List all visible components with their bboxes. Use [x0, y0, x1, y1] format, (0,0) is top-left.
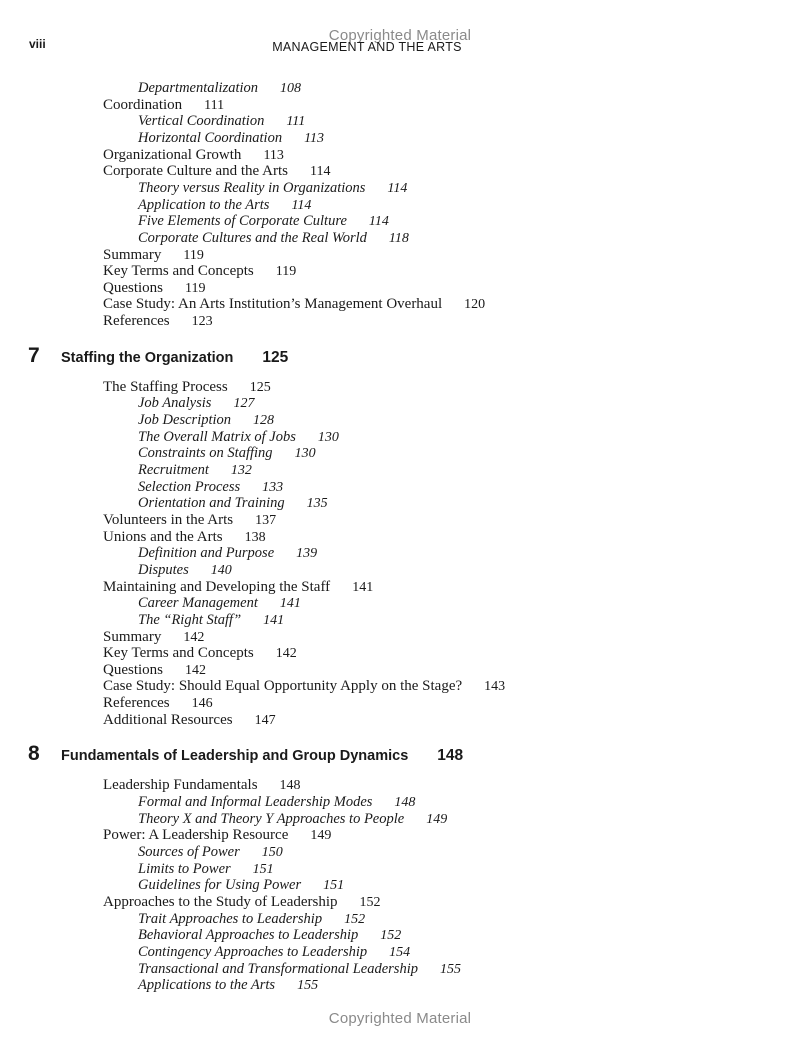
toc-entry-page: 152 [359, 894, 381, 910]
toc-entry [103, 695, 213, 712]
toc-entry-title: Departmentalization [138, 80, 259, 96]
toc-entry-title: Summary [103, 628, 162, 645]
toc-entry-page: 119 [185, 280, 206, 296]
toc-entry-page: 147 [254, 712, 276, 728]
toc-entry-title: Theory versus Reality in Organizations [138, 179, 366, 196]
toc-entry-title: Theory X and Theory Y Approaches to People [138, 810, 405, 827]
toc-entry-title: Case Study: Should Equal Opportunity Apply on the Stage? [103, 678, 463, 695]
toc-entry-page: 141 [352, 579, 374, 595]
toc-entry-page: 119 [275, 264, 297, 280]
toc-entry-page: 154 [389, 944, 411, 960]
toc-subentry [138, 429, 339, 446]
toc-entry-title: Career Management [138, 595, 258, 612]
toc-entry-title: Sources of Power [138, 844, 240, 860]
toc-subentry [138, 462, 252, 479]
toc-entry-title: Job Description [138, 412, 232, 429]
toc-entry-title: Applications to the Arts [138, 977, 276, 994]
toc-entry [103, 247, 204, 264]
toc-entry-page: 114 [291, 197, 312, 213]
toc-entry-page: 149 [310, 828, 332, 844]
toc-subentry [138, 495, 328, 512]
toc-entry-title: Unions and the Arts [103, 528, 223, 545]
toc-subentry [138, 395, 254, 412]
toc-entry-page: 127 [233, 396, 255, 412]
chapter-page: 125 [262, 348, 289, 366]
toc-entry-title: Selection Process [138, 478, 241, 495]
toc-entry-title: Leadership Fundamentals [103, 777, 258, 794]
chapter-title-text: Fundamentals of Leadership and Group Dynamics [61, 748, 409, 765]
toc-entry-page: 155 [439, 961, 461, 977]
toc-entry [103, 313, 213, 330]
toc-subentry [138, 213, 389, 230]
toc-entry-page: 146 [191, 696, 213, 712]
toc-entry-page: 148 [279, 778, 301, 794]
toc-entry-title: Questions [103, 279, 163, 296]
toc-entry-page: 113 [304, 130, 325, 146]
toc-entry-title: Horizontal Coordination [138, 129, 283, 146]
toc-entry [103, 379, 271, 396]
running-head: MANAGEMENT AND THE ARTS [272, 40, 462, 54]
toc-entry [103, 678, 505, 695]
toc-entry [103, 645, 297, 662]
toc-entry-title: Contingency Approaches to Leadership [138, 943, 368, 960]
toc-entry [103, 894, 381, 911]
toc-entry-page: 141 [263, 612, 285, 628]
toc-entry [103, 147, 284, 164]
toc-entry-title: Guidelines for Using Power [138, 877, 302, 894]
toc-entry-page: 113 [263, 147, 284, 163]
toc-entry-page: 130 [317, 429, 339, 445]
toc-entry-title: Power: A Leadership Resource [103, 827, 289, 844]
toc-entry [103, 263, 296, 280]
toc-entry [103, 629, 204, 646]
toc-entry-title: Limits to Power [138, 860, 231, 877]
toc-entry-title: Key Terms and Concepts [103, 645, 254, 662]
toc-entry-title: Corporate Cultures and the Real World [138, 229, 367, 246]
toc-entry-page: 133 [262, 479, 284, 495]
toc-entry [103, 579, 373, 596]
toc-entry-title: Case Study: An Arts Institution’s Management Overhaul [103, 296, 443, 313]
toc-entry-page: 111 [204, 97, 225, 113]
chapter-number: 8 [28, 742, 40, 766]
toc-entry-page: 119 [183, 247, 204, 263]
toc-entry-page: 142 [183, 629, 205, 645]
toc-entry-page: 151 [252, 861, 274, 877]
toc-entry-title: Additional Resources [103, 711, 233, 728]
toc-entry-title: Transactional and Transformational Leadership [138, 960, 418, 977]
chapter-title [61, 747, 463, 765]
toc-entry [103, 97, 224, 114]
toc-entry-page: 150 [261, 845, 283, 860]
toc-entry-page: 114 [309, 164, 331, 180]
toc-entry-title: The Overall Matrix of Jobs [138, 428, 296, 445]
toc-entry-title: The Staffing Process [103, 378, 228, 395]
toc-entry [103, 827, 331, 844]
toc-entry-title: References [103, 313, 170, 330]
toc-entry [103, 163, 330, 180]
toc-entry-title: Job Analysis [138, 395, 212, 412]
toc-entry-title: Organizational Growth [103, 146, 242, 163]
toc-subentry [138, 445, 316, 462]
toc-entry-page: 142 [275, 646, 297, 662]
toc-subentry [138, 794, 415, 811]
toc-subentry [138, 861, 274, 878]
toc-subentry [138, 479, 283, 496]
toc-entry [103, 529, 266, 546]
toc-entry-title: Orientation and Training [138, 495, 285, 512]
toc-entry-page: 149 [426, 811, 448, 827]
toc-entry-page: 152 [380, 928, 402, 944]
toc-entry-title: Key Terms and Concepts [103, 263, 254, 280]
page-folio: viii [29, 37, 46, 51]
toc-entry-title: Disputes [138, 561, 189, 578]
toc-subentry [138, 180, 407, 197]
toc-entry-page: 120 [464, 297, 486, 313]
toc-entry [103, 296, 485, 313]
toc-entry-page: 143 [484, 679, 506, 695]
toc-entry-title: Volunteers in the Arts [103, 511, 234, 528]
toc-subentry [138, 612, 284, 629]
toc-entry-title: Trait Approaches to Leadership [138, 910, 323, 927]
toc-entry-page: 142 [185, 662, 206, 678]
toc-subentry [138, 80, 301, 97]
toc-entry [103, 777, 301, 794]
toc-subentry [138, 877, 344, 894]
toc-entry-page: 130 [294, 446, 316, 462]
toc-entry-title: Maintaining and Developing the Staff [103, 578, 331, 595]
toc-subentry [138, 844, 283, 861]
toc-entry-title: References [103, 695, 170, 712]
toc-subentry [138, 562, 232, 579]
toc-entry-title: Behavioral Approaches to Leadership [138, 927, 359, 944]
toc-entry-page: 132 [230, 463, 252, 478]
toc-subentry [138, 113, 305, 130]
toc-entry-page: 111 [286, 114, 306, 130]
toc-subentry [138, 927, 401, 944]
toc-entry-title: Constraints on Staffing [138, 445, 273, 462]
toc-entry [103, 712, 276, 729]
toc-subentry [138, 977, 318, 994]
watermark-bottom: Copyrighted Material [328, 1010, 472, 1027]
toc-subentry [138, 911, 365, 928]
chapter-title-text: Staffing the Organization [61, 349, 234, 366]
toc-entry-title: Recruitment [138, 462, 209, 478]
toc-entry-title: The “Right Staff” [138, 611, 242, 628]
toc-entry-title: Five Elements of Corporate Culture [138, 213, 347, 230]
toc-entry-page: 152 [344, 911, 366, 927]
toc-entry-page: 140 [210, 562, 232, 578]
toc-subentry [138, 412, 274, 429]
toc-entry [103, 662, 206, 679]
toc-entry-page: 139 [296, 546, 318, 562]
toc-entry-page: 123 [191, 314, 213, 330]
toc-entry-title: Definition and Purpose [138, 545, 275, 562]
toc-entry-title: Approaches to the Study of Leadership [103, 893, 338, 910]
toc-subentry [138, 130, 324, 147]
toc-subentry [138, 545, 317, 562]
toc-entry-page: 138 [244, 529, 266, 545]
toc-subentry [138, 230, 409, 247]
chapter-title [61, 349, 288, 367]
toc-entry-page: 108 [280, 81, 302, 96]
toc-entry-page: 118 [388, 230, 409, 246]
toc-entry-title: Vertical Coordination [138, 113, 265, 130]
toc-subentry [138, 961, 461, 978]
watermark-top: Copyrighted Material [328, 27, 472, 44]
toc-subentry [138, 197, 311, 214]
toc-entry-page: 148 [394, 795, 416, 811]
toc-entry-title: Formal and Informal Leadership Modes [138, 794, 373, 811]
chapter-page: 148 [437, 747, 464, 765]
toc-entry-page: 135 [306, 496, 328, 512]
toc-entry-page: 137 [255, 512, 277, 528]
toc-entry-page: 128 [253, 413, 275, 429]
toc-subentry [138, 811, 447, 828]
toc-entry-page: 155 [297, 978, 319, 994]
toc-entry [103, 280, 205, 297]
toc-entry-title: Summary [103, 246, 162, 263]
toc-entry-page: 114 [368, 214, 389, 230]
toc-subentry [138, 595, 301, 612]
toc-entry-page: 151 [323, 878, 345, 894]
toc-entry-page: 125 [249, 379, 271, 395]
toc-subentry [138, 944, 410, 961]
toc-entry-title: Application to the Arts [138, 196, 270, 213]
toc-entry-title: Coordination [103, 96, 183, 113]
toc-entry-title: Questions [103, 661, 163, 678]
toc-entry-page: 141 [279, 596, 301, 612]
toc-entry-title: Corporate Culture and the Arts [103, 163, 288, 180]
toc-entry [103, 512, 276, 529]
chapter-number: 7 [28, 343, 40, 367]
toc-entry-page: 114 [387, 180, 408, 196]
